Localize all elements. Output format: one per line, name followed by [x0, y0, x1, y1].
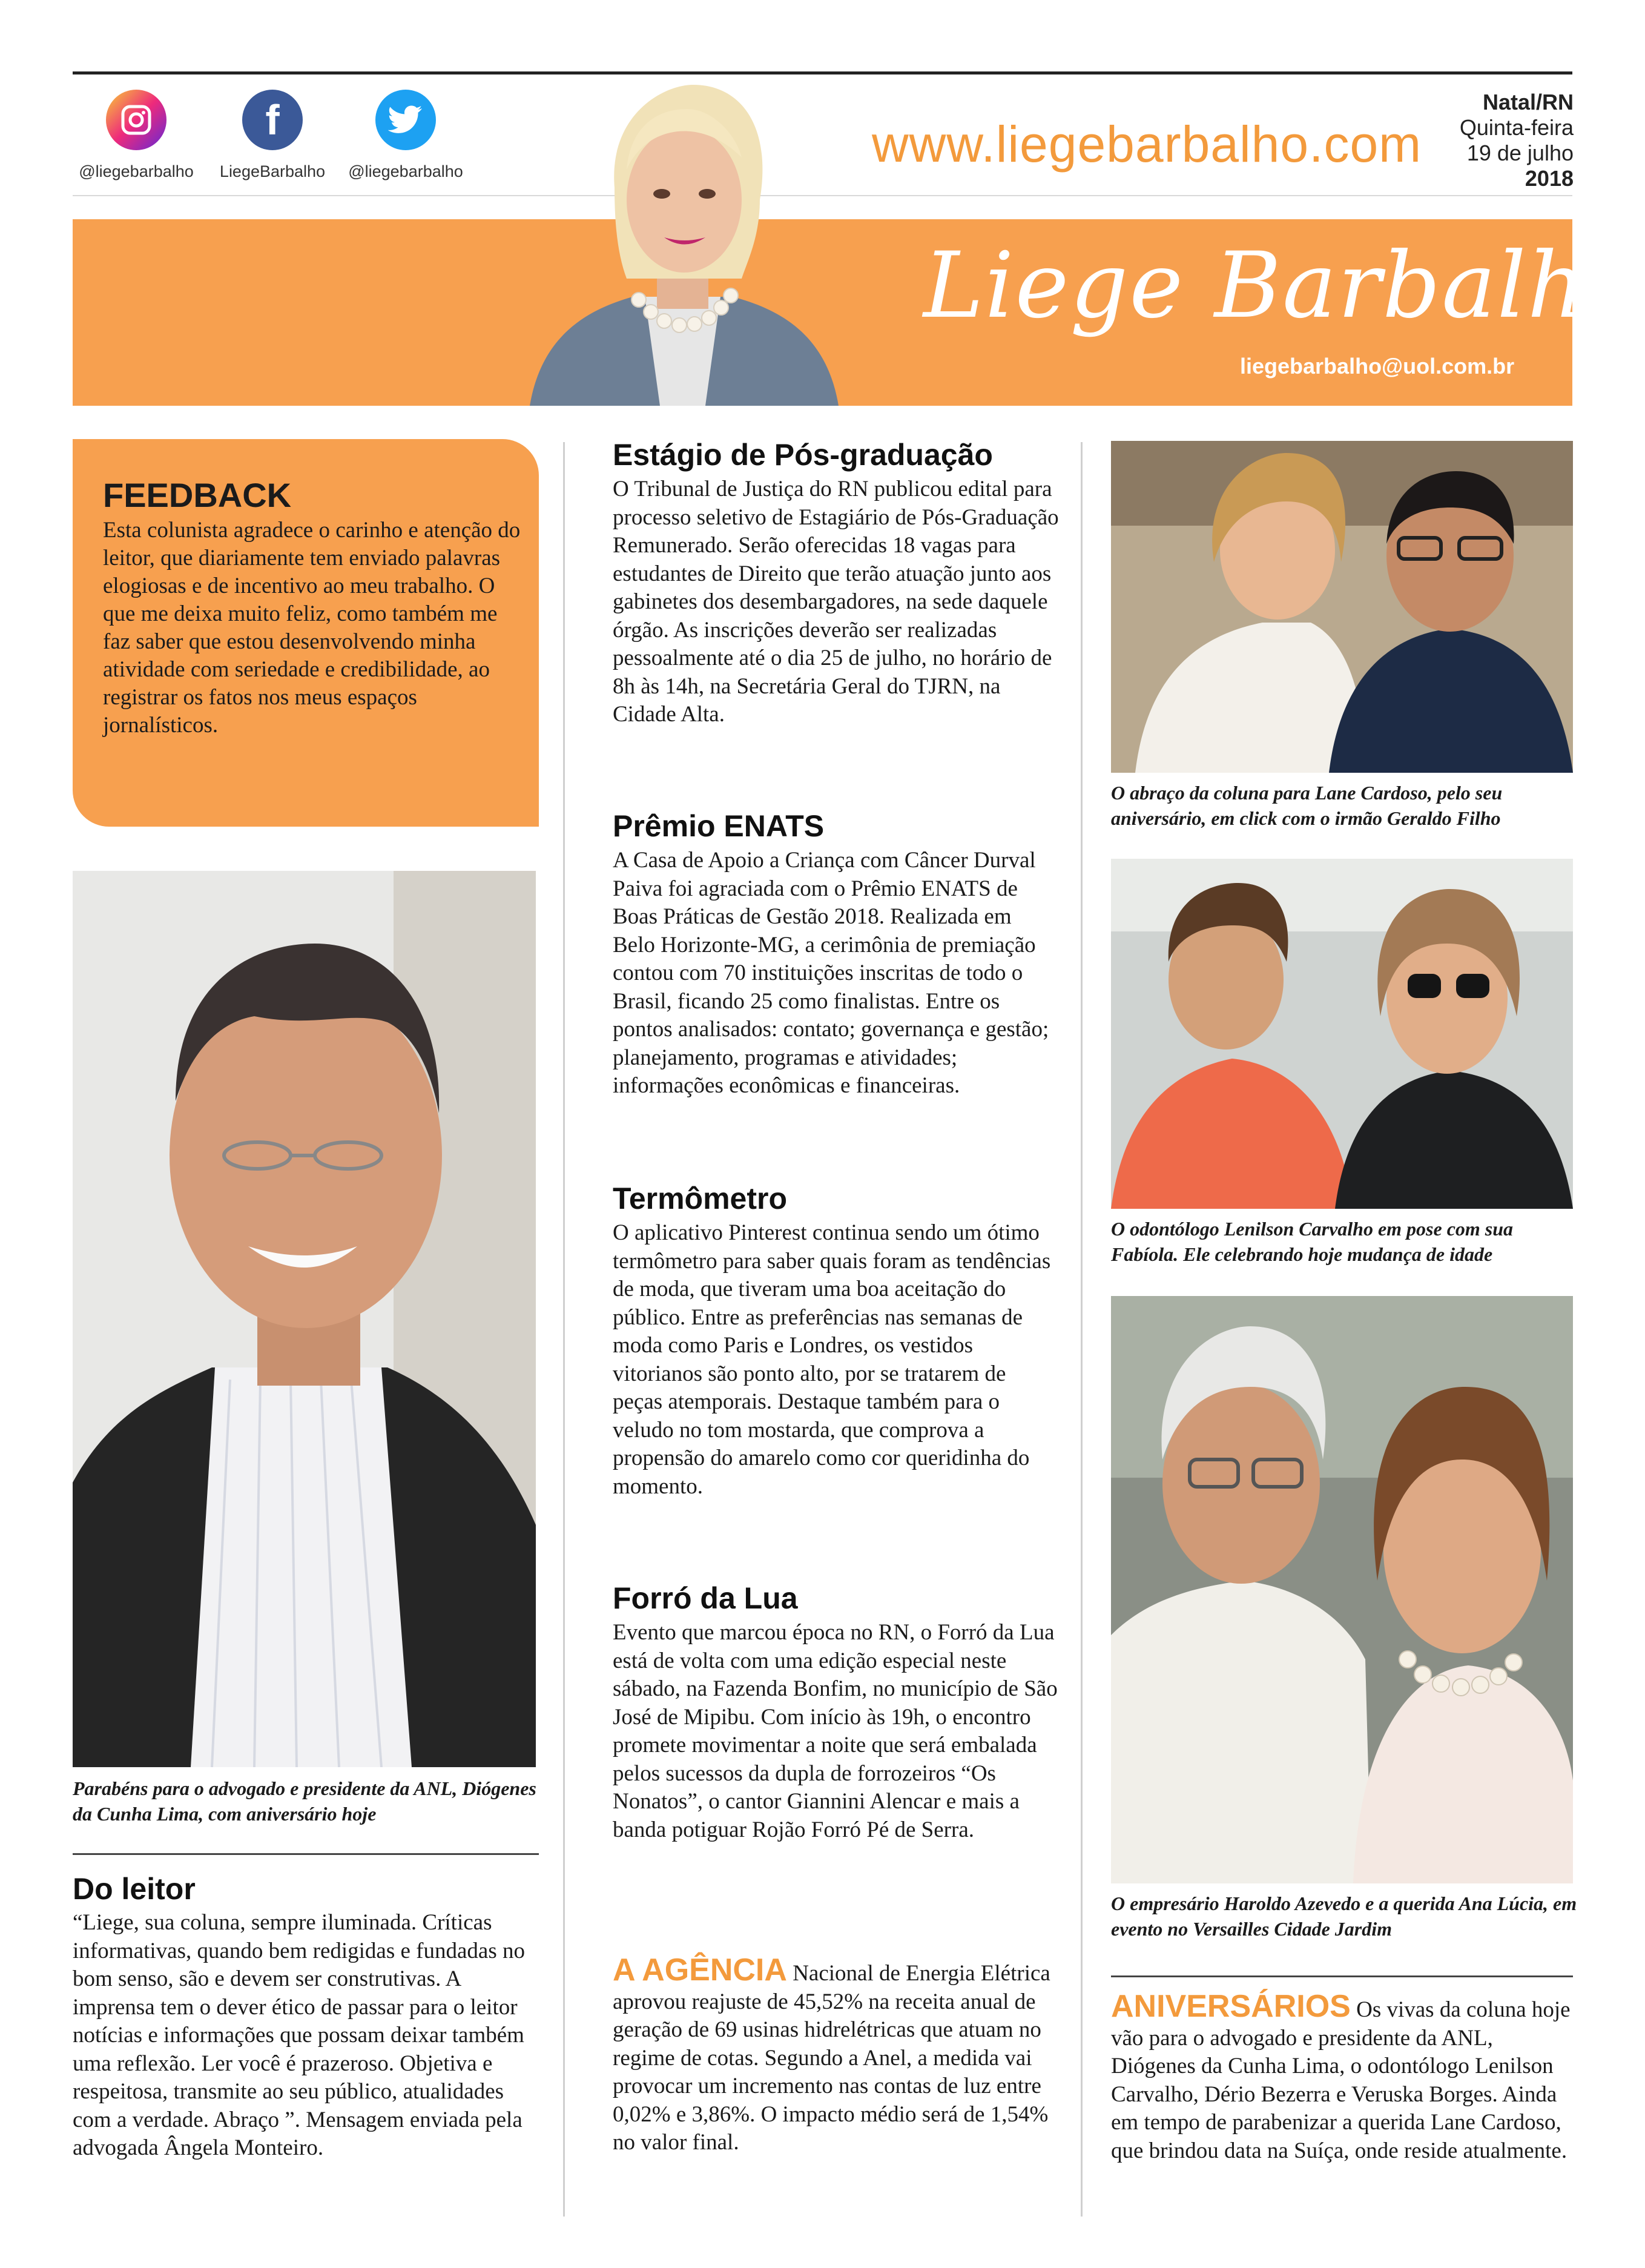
column-divider-left [563, 442, 565, 2217]
agencia-paragraph [613, 1952, 1061, 2157]
do-leitor-text: “Liege, sua coluna, sempre iluminada. Críticas informativas, quando bem redigidas e fundadas no bom senso, são e devem ser construtivas. A imprensa tem o dever ético de passar para o leitor notícias e informações que possam deixar também uma reflexão. Ler você é prazeroso. Objetiva e respeitosa, transmite ao seu público, atualidades com a verdade. Abraço ”. Mensagem enviada pela advogada Ângela Monteiro. [73, 1910, 525, 2160]
divider-aniversarios [1111, 1975, 1573, 1977]
do-leitor-title: Do leitor [73, 1872, 196, 1906]
premio-title: Prêmio ENATS [613, 809, 825, 843]
premio-text: A Casa de Apoio a Criança com Câncer Durval Paiva foi agraciada com o Prêmio ENATS de Boas Práticas de Gestão 2018. Realizada em Belo Horizonte-MG, a cerimônia de premiação contou com 70 instituições inscritas de todo o Brasil, ficando 25 como finalistas. Entre os pontos analisados: contato; governança e gestão; planejamento, programas e atividades; informações econômicas e financeiras. [613, 848, 1049, 1098]
estagio-text: O Tribunal de Justiça do RN publicou edital para processo seletivo de Estagiário de Pós-Graduação Remunerado. Serão oferecidas 18 vagas para estudantes de Direito que terão atuação junto aos gabinetes dos desembargadores, na sede daquele órgão. As inscrições deverão ser realizadas pessoalmente até o dia 25 de julho, no horário de 8h às 14h, na Secretária Geral do TJRN, na Cidade Alta. [613, 477, 1059, 727]
caption-lenilson-carvalho: O odontólogo Lenilson Carvalho em pose com sua Fabíola. Ele celebrando hoje mudança de idade [1111, 1218, 1514, 1265]
photo-lane-cardoso [1111, 441, 1573, 773]
agencia-text: Nacional de Energia Elétrica aprovou reajuste de 45,52% na receita anual de geração de 69 usinas hidrelétricas que atuam no regime de cotas. Segundo a Anel, a medida vai provocar um incremento nas contas de luz entre 0,02% e 3,86%. O impacto médio será de 1,54% no valor final. [613, 1961, 1050, 2155]
aniversarios-paragraph [1111, 1989, 1574, 2165]
date-label: 19 de julho [1466, 141, 1574, 165]
forro-title: Forró da Lua [613, 1581, 798, 1615]
aniversarios-lead: ANIVERSÁRIOS [1111, 1989, 1351, 2024]
caption-lane-cardoso: O abraço da coluna para Lane Cardoso, pelo seu aniversário, em click com o irmão Geraldo Filho [1111, 782, 1503, 829]
email-link[interactable]: liegebarbalho@uol.com.br [1240, 354, 1515, 379]
caption-haroldo-azevedo: O empresário Haroldo Azevedo e a querida Ana Lúcia, em evento no Versailles Cidade Jardim [1111, 1893, 1577, 1940]
column-brand: Liege Barbalho [923, 233, 1643, 339]
estagio-title: Estágio de Pós-graduação [613, 438, 993, 472]
termometro-title: Termômetro [613, 1182, 788, 1215]
facebook-link[interactable] [203, 90, 342, 181]
divider-do-leitor [73, 1853, 539, 1855]
twitter-handle: @liegebarbalho [348, 162, 463, 180]
termometro-text: O aplicativo Pinterest continua sendo um ótimo termômetro para saber quais foram as tendências de moda, que tiveram uma boa aceitação do público. Entre as preferências nas semanas de moda como Paris e Londres, os vestidos vitorianos são ponto alto, por se tratarem de peças atemporais. Destaque também para o veludo no tom mostarda, que comprova a propensão do amarelo como cor queridinha do momento. [613, 1220, 1051, 1499]
facebook-handle: LiegeBarbalho [219, 162, 326, 180]
aniversarios-text: Os vivas da coluna hoje vão para o advogado e presidente da ANL, Diógenes da Cunha Lima, o odontólogo Lenilson Carvalho, Dério Bezerra e Veruska Borges. Ainda em tempo de parabenizar a querida Lane Cardoso, que brindou data na Suíça, onde reside atualmente. [1111, 1997, 1571, 2163]
instagram-link[interactable] [67, 90, 206, 181]
year-label: 2018 [1525, 166, 1574, 191]
photo-lenilson-carvalho [1111, 859, 1573, 1209]
columnist-portrait [506, 79, 860, 406]
website-link[interactable]: www.liegebarbalho.com [872, 116, 1422, 173]
agencia-lead: A AGÊNCIA [613, 1952, 787, 1988]
caption-diogenes: Parabéns para o advogado e presidente da ANL, Diógenes da Cunha Lima, com aniversário hoje [73, 1777, 536, 1825]
instagram-icon [106, 90, 166, 150]
dateline [1460, 90, 1574, 191]
feedback-text: Esta colunista agradece o carinho e atenção do leitor, que diariamente tem enviado palavras elogiosas e de incentivo ao meu trabalho. O que me deixa muito feliz, como também me faz saber que estou desenvolvendo minha atividade com seriedade e credibilidade, ao registrar os fatos nos meus espaços jornalísticos. [103, 518, 521, 738]
forro-text: Evento que marcou época no RN, o Forró da Lua está de volta com uma edição especial neste sábado, na Fazenda Bonfim, no município de São José de Mipibu. Com início às 19h, o encontro promete movimentar a noite que será embalada pelos sucessos da dupla de forrozeiros “Os Nonatos”, o cantor Giannini Alencar e mais a banda potiguar Rojão Forró Pé de Serra. [613, 1620, 1058, 1842]
photo-haroldo-azevedo [1111, 1296, 1573, 1883]
twitter-link[interactable] [336, 90, 475, 181]
column-divider-right [1081, 442, 1083, 2217]
photo-diogenes [73, 871, 536, 1767]
facebook-icon: f [242, 90, 303, 150]
twitter-icon [375, 90, 436, 150]
instagram-handle: @liegebarbalho [79, 162, 194, 180]
city-label: Natal/RN [1482, 90, 1574, 114]
weekday-label: Quinta-feira [1459, 115, 1574, 140]
top-rule [73, 71, 1572, 74]
feedback-title: FEEDBACK [103, 476, 292, 514]
